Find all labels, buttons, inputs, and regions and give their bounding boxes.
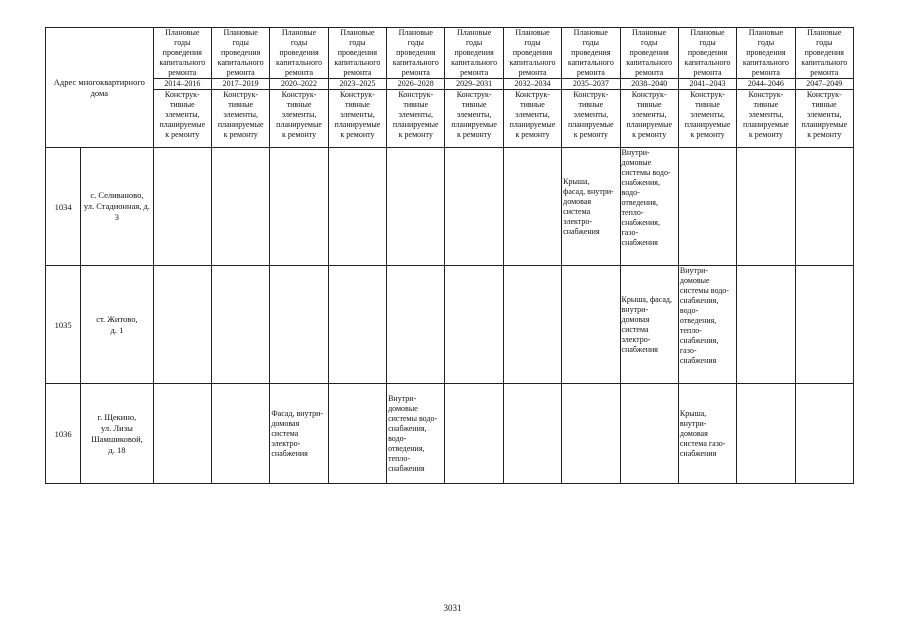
period-header-line: Плановые: [690, 28, 725, 37]
period-header-line: капитального: [217, 58, 264, 67]
repair-item-line: газо-: [679, 346, 697, 355]
period-header-line: капитального: [801, 58, 848, 67]
period-subheader-line: к ремонту: [281, 130, 317, 139]
repair-cell: [620, 384, 678, 484]
period-subheader-line: Конструк-: [631, 90, 667, 99]
repair-item-line: система: [563, 206, 591, 216]
period-header-line: капитального: [626, 58, 673, 67]
period-subheader-line: к ремонту: [632, 130, 667, 139]
period-header: [328, 28, 386, 148]
repair-cell: [503, 148, 561, 266]
row-number: 1036: [46, 384, 81, 484]
period-header: [153, 28, 211, 148]
repair-cell: [153, 266, 211, 384]
row-number: 1035: [46, 266, 81, 384]
repair-item-line: тепло-: [621, 208, 644, 217]
repair-item-line: отведения,: [621, 198, 658, 207]
period-header-line: Плановые: [632, 28, 667, 37]
period-subheader-line: тивные: [753, 100, 779, 109]
period-header: [503, 28, 561, 148]
repair-item-line: системы водо-: [388, 413, 438, 423]
repair-cell: [503, 384, 561, 484]
repair-item-line: Фасад, внутри-: [271, 408, 324, 418]
repair-item-line: снабжения,: [621, 218, 660, 227]
repair-item-line: снабжения,: [679, 296, 719, 305]
repair-cell: [503, 266, 561, 384]
period-subheader-line: к ремонту: [165, 130, 200, 139]
period-header-line: проведения: [571, 48, 611, 57]
period-header: [270, 28, 328, 148]
period-subheader-line: элементы,: [806, 110, 842, 119]
period-header-line: Плановые: [281, 28, 317, 37]
period-subheader-line: тивные: [695, 100, 720, 109]
period-header-line: Плановые: [456, 28, 492, 37]
period-years: 2023–2025: [329, 78, 386, 90]
period-subheader-line: планируемые: [276, 120, 322, 129]
period-subheader-line: планируемые: [451, 120, 497, 129]
address-line: Шамшиковой,: [91, 433, 143, 444]
period-subheader-line: тивные: [403, 100, 429, 109]
period-header-line: капитального: [509, 58, 556, 67]
address-line: г. Щекино,: [97, 411, 137, 422]
period-subheader-line: элементы,: [281, 110, 317, 119]
repair-cell: [678, 384, 736, 484]
period-subheader-line: тивные: [169, 100, 195, 109]
period-header-line: ремонта: [168, 68, 197, 77]
repair-item-line: системы водо-: [621, 168, 671, 177]
period-header-line: проведения: [221, 48, 261, 57]
repair-cell: [620, 148, 678, 266]
repair-cell: [795, 266, 853, 384]
period-subheader-line: Конструк-: [223, 90, 259, 99]
repair-cell: [270, 384, 328, 484]
repair-item-line: снабжения,: [388, 423, 427, 433]
repair-item-line: домовые: [621, 158, 652, 167]
period-subheader-line: планируемые: [684, 120, 731, 129]
repair-cell: [387, 148, 445, 266]
period-subheader-line: планируемые: [334, 120, 381, 129]
period-header-line: Плановые: [340, 28, 375, 37]
period-subheader-line: планируемые: [217, 120, 264, 129]
period-header-line: Плановые: [398, 28, 433, 37]
period-subheader-line: Конструк-: [456, 90, 492, 99]
repair-cell: [795, 384, 853, 484]
period-years: 2041–2043: [679, 78, 736, 90]
period-header-line: годы: [582, 38, 599, 47]
period-header-line: проведения: [396, 48, 436, 57]
period-subheader-line: элементы,: [223, 110, 258, 119]
period-header: [795, 28, 853, 148]
repair-item-line: водо-: [679, 306, 699, 315]
period-header-line: ремонта: [635, 68, 664, 77]
period-subheader-line: Конструк-: [398, 90, 434, 99]
period-header-line: капитального: [159, 58, 206, 67]
period-header-line: проведения: [454, 48, 494, 57]
repair-item-line: система: [271, 428, 299, 438]
period-header: [212, 28, 270, 148]
period-subheader-line: элементы,: [573, 110, 609, 119]
period-header-line: годы: [816, 38, 833, 47]
period-years: 2044–2046: [737, 78, 794, 90]
period-subheader-line: планируемые: [392, 120, 439, 129]
repair-item-line: тепло-: [679, 326, 702, 335]
period-subheader-line: к ремонту: [807, 130, 842, 139]
period-header: [445, 28, 503, 148]
repair-item-line: домовая: [679, 428, 708, 438]
period-subheader-line: планируемые: [159, 120, 206, 129]
period-subheader-line: к ремонту: [690, 130, 725, 139]
period-header: [737, 28, 795, 148]
table-row: [46, 148, 854, 266]
period-subheader-line: Конструк-: [281, 90, 317, 99]
period-header-line: годы: [349, 38, 366, 47]
period-header-line: Плановые: [573, 28, 608, 37]
repair-item-line: домовая: [563, 196, 592, 206]
period-subheader-line: планируемые: [801, 120, 848, 129]
repair-cell: [678, 148, 736, 266]
repair-item-line: электро-: [563, 216, 593, 226]
repair-cell: [328, 384, 386, 484]
period-subheader-line: тивные: [578, 100, 604, 109]
repair-item-line: Внутри-: [621, 148, 650, 157]
period-subheader-line: к ремонту: [223, 130, 258, 139]
repair-item-line: электро-: [271, 438, 301, 448]
period-subheader-line: тивные: [461, 100, 487, 109]
row-address: [81, 266, 153, 384]
period-subheader-line: Конструк-: [748, 90, 784, 99]
period-header-line: капитального: [567, 58, 614, 67]
address-line: 3: [114, 212, 120, 222]
table-row: [46, 266, 854, 384]
repair-item-line: фасад, внутри-: [563, 186, 614, 196]
period-header-line: годы: [641, 38, 658, 47]
repair-item-line: тепло-: [388, 453, 411, 463]
period-header-line: капитального: [334, 58, 381, 67]
period-subheader-line: элементы,: [456, 110, 492, 119]
repair-cell: [737, 384, 795, 484]
period-header-line: капитального: [742, 58, 789, 67]
period-years: 2038–2040: [621, 78, 678, 90]
repair-cell: [387, 384, 445, 484]
period-years: 2020–2022: [270, 78, 327, 90]
repair-item-line: снабжения,: [679, 336, 719, 345]
period-subheader-line: к ремонту: [573, 130, 608, 139]
repair-item-line: снабжения: [563, 226, 600, 236]
period-header-line: Плановые: [807, 28, 842, 37]
period-header-line: проведения: [804, 48, 844, 57]
period-years: 2014–2016: [154, 78, 211, 90]
period-subheader-line: тивные: [228, 100, 254, 109]
repair-cell: [737, 148, 795, 266]
period-header: [678, 28, 736, 148]
period-header-line: проведения: [337, 48, 378, 57]
period-subheader-line: тивные: [811, 100, 837, 109]
period-header: [562, 28, 620, 148]
repair-item-line: внутри-: [621, 304, 649, 314]
repair-item-line: Крыша,: [679, 408, 707, 418]
period-header-line: проведения: [512, 48, 553, 57]
table-row: [46, 384, 854, 484]
repair-cell: [678, 266, 736, 384]
row-address: [81, 384, 153, 484]
period-subheader-line: элементы,: [690, 110, 725, 119]
period-header-line: Плановые: [515, 28, 550, 37]
period-header-line: годы: [465, 38, 483, 47]
capital-repair-table: [45, 27, 854, 484]
period-header-line: годы: [699, 38, 716, 47]
period-subheader-line: Конструк-: [806, 90, 842, 99]
period-header-line: ремонта: [693, 68, 722, 77]
repair-item-line: система газо-: [679, 438, 726, 448]
repair-item-line: водо-: [388, 433, 407, 443]
repair-cell: [212, 266, 270, 384]
period-header-line: ремонта: [401, 68, 430, 77]
repair-item-line: отведения,: [679, 316, 717, 325]
period-header-line: Плановые: [165, 28, 200, 37]
period-subheader-line: Конструк-: [573, 90, 609, 99]
period-header-line: капитального: [684, 58, 731, 67]
period-header-line: капитального: [451, 58, 498, 67]
repair-item-line: снабжения: [271, 448, 308, 458]
period-subheader-line: к ремонту: [398, 130, 433, 139]
period-subheader-line: тивные: [520, 100, 545, 109]
repair-cell: [328, 266, 386, 384]
repair-item-line: домовые: [679, 276, 710, 285]
period-header-line: проведения: [629, 48, 669, 57]
address-line: ул. Лизы: [101, 422, 133, 433]
repair-cell: [445, 148, 503, 266]
repair-cell: [795, 148, 853, 266]
period-header-line: капитального: [276, 58, 323, 67]
period-years: 2035–2037: [562, 78, 619, 90]
repair-cell: [562, 266, 620, 384]
repair-item-line: система: [621, 324, 649, 334]
period-header-line: капитального: [392, 58, 439, 67]
repair-item-line: Внутри-: [679, 266, 709, 275]
address-line: д. 18: [108, 444, 126, 455]
repair-item-line: отведения,: [388, 443, 425, 453]
repair-cell: [562, 384, 620, 484]
period-subheader-line: Конструк-: [690, 90, 725, 99]
repair-cell: [153, 148, 211, 266]
period-header-line: ремонта: [460, 68, 489, 77]
period-years: 2026–2028: [387, 78, 444, 90]
repair-item-line: снабжения,: [621, 178, 660, 187]
repair-cell: [153, 384, 211, 484]
repair-cell: [270, 266, 328, 384]
repair-cell: [328, 148, 386, 266]
repair-cell: [387, 266, 445, 384]
period-header-line: проведения: [746, 48, 786, 57]
period-header-line: проведения: [279, 48, 319, 57]
address-line: с. Селиваново,: [90, 190, 144, 200]
repair-item-line: домовые: [388, 403, 418, 413]
repair-cell: [620, 266, 678, 384]
repair-item-line: снабжения: [621, 238, 658, 247]
repair-cell: [562, 148, 620, 266]
period-header-line: годы: [407, 38, 424, 47]
period-years: 2032–2034: [504, 78, 561, 90]
period-subheader-line: планируемые: [626, 120, 673, 129]
period-subheader-line: планируемые: [509, 120, 556, 129]
address-line: ст. Житово,: [96, 313, 138, 324]
repair-cell: [445, 266, 503, 384]
repair-cell: [212, 384, 270, 484]
period-header-line: годы: [174, 38, 191, 47]
period-header-line: ремонта: [285, 68, 314, 77]
repair-item-line: снабжения: [679, 448, 717, 458]
period-header-line: проведения: [162, 48, 202, 57]
period-subheader-line: элементы,: [515, 110, 550, 119]
period-header: [387, 28, 445, 148]
repair-item-line: снабжения: [621, 344, 658, 354]
period-header-line: ремонта: [518, 68, 547, 77]
period-subheader-line: Конструк-: [339, 90, 375, 99]
repair-item-line: внутри-: [679, 418, 707, 428]
period-header-line: годы: [290, 38, 308, 47]
period-header-line: ремонта: [810, 68, 839, 77]
repair-item-line: системы водо-: [679, 286, 729, 295]
period-subheader-line: элементы,: [398, 110, 434, 119]
period-subheader-line: к ремонту: [748, 130, 783, 139]
period-subheader-line: Конструк-: [164, 90, 200, 99]
period-subheader-line: тивные: [286, 100, 312, 109]
period-subheader-line: тивные: [636, 100, 662, 109]
period-header-line: ремонта: [226, 68, 255, 77]
period-years: 2017–2019: [212, 78, 269, 90]
period-years: 2047–2049: [796, 78, 853, 90]
header-row: [46, 28, 854, 148]
period-subheader-line: планируемые: [743, 120, 789, 129]
period-header-line: ремонта: [576, 68, 605, 77]
address-line: ул. Стадионная, д.: [83, 201, 150, 211]
period-header-line: Плановые: [223, 28, 258, 37]
row-number: 1034: [46, 148, 81, 266]
period-subheader-line: к ремонту: [340, 130, 375, 139]
period-subheader-line: к ремонту: [457, 130, 492, 139]
period-subheader-line: элементы,: [340, 110, 375, 119]
period-header-line: ремонта: [343, 68, 372, 77]
repair-item-line: снабжения: [679, 356, 717, 365]
address-column-header: Адрес многоквартирного дома: [46, 28, 154, 148]
period-header-line: Плановые: [748, 28, 784, 37]
period-subheader-line: к ремонту: [515, 130, 550, 139]
period-header-line: годы: [232, 38, 249, 47]
period-subheader-line: Конструк-: [515, 90, 550, 99]
period-header: [620, 28, 678, 148]
repair-item-line: Внутри-: [388, 393, 417, 403]
period-header-line: проведения: [687, 48, 728, 57]
period-subheader-line: элементы,: [748, 110, 784, 119]
period-subheader-line: тивные: [345, 100, 370, 109]
repair-cell: [445, 384, 503, 484]
period-subheader-line: элементы,: [631, 110, 667, 119]
repair-cell: [212, 148, 270, 266]
period-subheader-line: планируемые: [567, 120, 614, 129]
repair-item-line: домовая: [271, 418, 300, 428]
period-header-line: ремонта: [751, 68, 780, 77]
repair-item-line: водо-: [621, 188, 640, 197]
repair-item-line: Крыша,: [563, 176, 590, 186]
repair-cell: [737, 266, 795, 384]
period-header-line: годы: [524, 38, 541, 47]
page-number: 3031: [443, 603, 462, 613]
repair-item-line: электро-: [621, 334, 651, 344]
repair-item-line: домовая: [621, 314, 650, 324]
period-years: 2029–2031: [445, 78, 502, 90]
repair-item-line: снабжения: [388, 463, 425, 473]
repair-cell: [270, 148, 328, 266]
period-header-line: годы: [757, 38, 775, 47]
repair-item-line: газо-: [621, 228, 639, 237]
repair-item-line: Крыша, фасад,: [621, 294, 672, 304]
row-address: [81, 148, 153, 266]
address-line: д. 1: [110, 324, 124, 335]
period-subheader-line: элементы,: [165, 110, 200, 119]
